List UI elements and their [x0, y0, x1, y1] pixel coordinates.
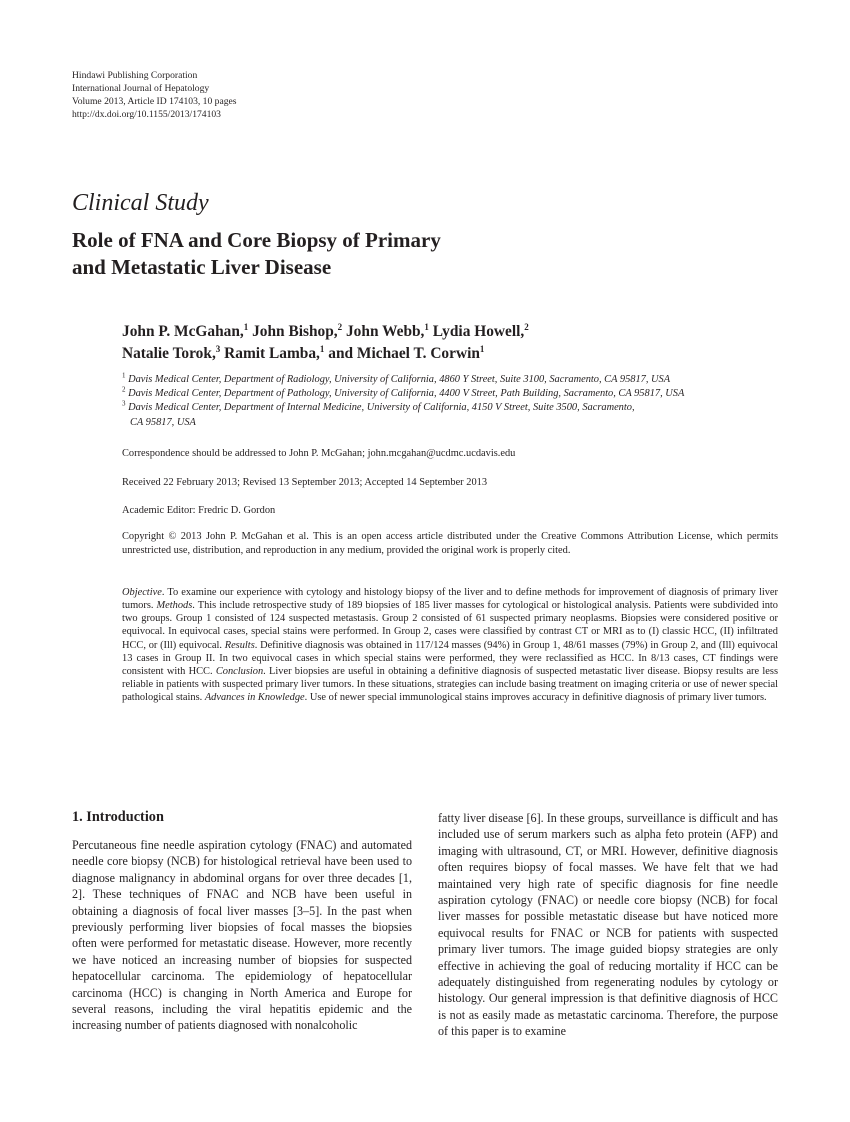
volume-info: Volume 2013, Article ID 174103, 10 pages: [72, 96, 237, 107]
affiliation-text: Davis Medical Center, Department of Internal Medicine, University of California, 4150 V Street, Suite 3500, Sacramento,: [125, 402, 635, 414]
author-list: [122, 321, 822, 365]
affiliation-continuation: CA 95817, USA: [130, 416, 196, 428]
correspondence-note: Correspondence should be addressed to John P. McGahan; john.mcgahan@ucdmc.ucdavis.edu: [122, 448, 516, 459]
author-affil-mark: 3: [215, 343, 221, 354]
author-name: Lydia Howell,: [428, 323, 525, 340]
title-line-1: Role of FNA and Core Biopsy of Primary: [72, 228, 441, 252]
doi-link[interactable]: http://dx.doi.org/10.1155/2013/174103: [72, 109, 221, 120]
abstract-methods: . This include retrospective study of 189 biopsies of 185 liver masses for cytological or histological analysis. Patients were subdivided into two groups. Group 1 consisted of 124 suspected metastasis. Group 2 consisted of 61 suspected primary neoplasms. Biopsies were considered positive or equivocal. In equivocal cases, special stains were performed. In Group 2, cases were classified by contrast CT or MRI as to (I) classic HCC, (II) infiltrated HCC, or (Ill) equivocal.: [122, 600, 778, 651]
author-affil-mark: 1: [243, 321, 249, 332]
affiliation-text: Davis Medical Center, Department of Pathology, University of California, 4400 V Street, Path Building, Sacramento, CA 95817, USA: [125, 388, 685, 400]
abstract-conclusion-label: Conclusion: [215, 665, 264, 677]
author-line-1: [122, 321, 822, 343]
author-affil-mark: 2: [524, 321, 529, 332]
author-affil-mark: 1: [424, 321, 429, 332]
study-type: Clinical Study: [72, 190, 209, 216]
journal-name: International Journal of Hepatology: [72, 83, 210, 94]
abstract-objective-label: Objective: [122, 587, 162, 598]
author-name: John P. McGahan,: [122, 323, 244, 340]
abstract-results-label: Results: [224, 639, 255, 651]
affiliation-text: Davis Medical Center, Department of Radiology, University of California, 4860 Y Street, Suite 3100, Sacramento, CA 95817, USA: [125, 374, 671, 385]
author-line-2: [122, 343, 822, 365]
affiliation-item: [122, 387, 787, 401]
affiliation-mark: 2: [122, 385, 126, 394]
abstract-results: . Definitive diagnosis was obtained in 117/124 masses (94%) in Group 1, 48/61 masses (79%) in Group 2, and (Ill) equivocal 13 cases in Group II. In two equivocal cases in which special stains were performed, they were reclassified as HCC. In 8/13 cases, CT findings were consistent with HCC.: [122, 639, 779, 677]
abstract-objective: . To examine our experience with cytology and histology biopsy of the liver and to define methods for improvement of diagnosis of primary liver tumors.: [122, 587, 778, 612]
author-name: John Bishop,: [248, 323, 338, 340]
abstract-methods-label: Methods: [156, 600, 193, 612]
copyright-notice: Copyright © 2013 John P. McGahan et al. This is an open access article distributed under the Creative Commons Attribution License, which permits unrestricted use, distribution, and reproduction in any medium, provided the original work is properly cited.: [122, 531, 778, 557]
affiliation-item: [122, 401, 787, 415]
author-name: Ramit Lamba,: [220, 345, 320, 362]
received-dates: Received 22 February 2013; Revised 13 September 2013; Accepted 14 September 2013: [122, 477, 488, 488]
affiliation-mark: 1: [122, 371, 126, 380]
article-title: [72, 227, 772, 281]
author-name: and Michael T. Corwin: [324, 345, 480, 362]
publisher-name: Hindawi Publishing Corporation: [72, 70, 198, 81]
section-heading-introduction: 1. Introduction: [72, 809, 164, 825]
abstract-conclusion: . Liver biopsies are useful in obtaining a definitive diagnosis of suspected metastatic liver disease. Biopsy results are less reliable in patients with suspected primary liver tumors. In these situations, strategies can include basing treatment on imaging criteria or use of newer special pathological stains.: [122, 665, 778, 704]
author-affil-mark: 2: [337, 321, 343, 332]
author-affil-mark: 1: [479, 343, 485, 354]
author-name: Natalie Torok,: [122, 345, 216, 362]
affiliation-item: [122, 373, 787, 387]
abstract: [122, 586, 778, 704]
journal-header: [72, 69, 237, 121]
affiliation-list: [122, 373, 787, 430]
abstract-advances-label: Advances in Knowledge: [204, 692, 305, 704]
affiliation-mark: 3: [122, 399, 126, 408]
abstract-advances: . Use of newer special immunological stains improves accuracy in definitive diagnosis of primary liver tumors.: [304, 692, 767, 704]
academic-editor: Academic Editor: Fredric D. Gordon: [122, 505, 276, 516]
body-column-right: [438, 810, 778, 1040]
author-affil-mark: 1: [319, 343, 325, 354]
title-line-2: and Metastatic Liver Disease: [72, 255, 332, 279]
body-column-left: [72, 808, 412, 1034]
introduction-paragraph-left: Percutaneous fine needle aspiration cytology (FNAC) and automated needle core biopsy (NCB) for histological retrieval have been used to diagnose malignancy in abdominal organs for over three decades [1, 2]. These techniques of FNAC and NCB have been useful in obtaining a diagnosis of focal liver masses [3–5]. In the past when previously performing liver biopsies of focal masses the biopsies often were performed for metastatic disease. However, more recently we have noticed an increasing number of biopsies for suspected hepatocellular carcinoma. The epidemiology of hepatocellular carcinoma (HCC) is changing in North America and Europe for several reasons, including the viral hepatitis epidemic and the increasing number of patients diagnosed with nonalcoholic: [72, 838, 412, 1033]
author-name: John Webb,: [342, 323, 425, 340]
introduction-paragraph-right: fatty liver disease [6]. In these groups, surveillance is difficult and has included use of serum markers such as alpha feto protein (AFP) and imaging with ultrasound, CT, or MRI. However, definitive diagnosis often requires biopsy of focal masses. We have felt that we had maintained very high rate of specific diagnosis for fine needle aspiration cytology (FNAC) or needle core biopsy (NCB) for focal liver masses for possible metastatic disease but have noticed more equivocal results for FNAC or NCB for patients with suspected primary liver tumors. The image guided biopsy strategies are only effective in achieving the goal of reducing mortality if HCC can be adequately distinguished from regenerating nodules by cytology or histology. Our general impression is that definitive diagnosis of HCC is not as easily made as metastatic carcinoma. Therefore, the purpose of this paper is to examine: [438, 811, 778, 1039]
